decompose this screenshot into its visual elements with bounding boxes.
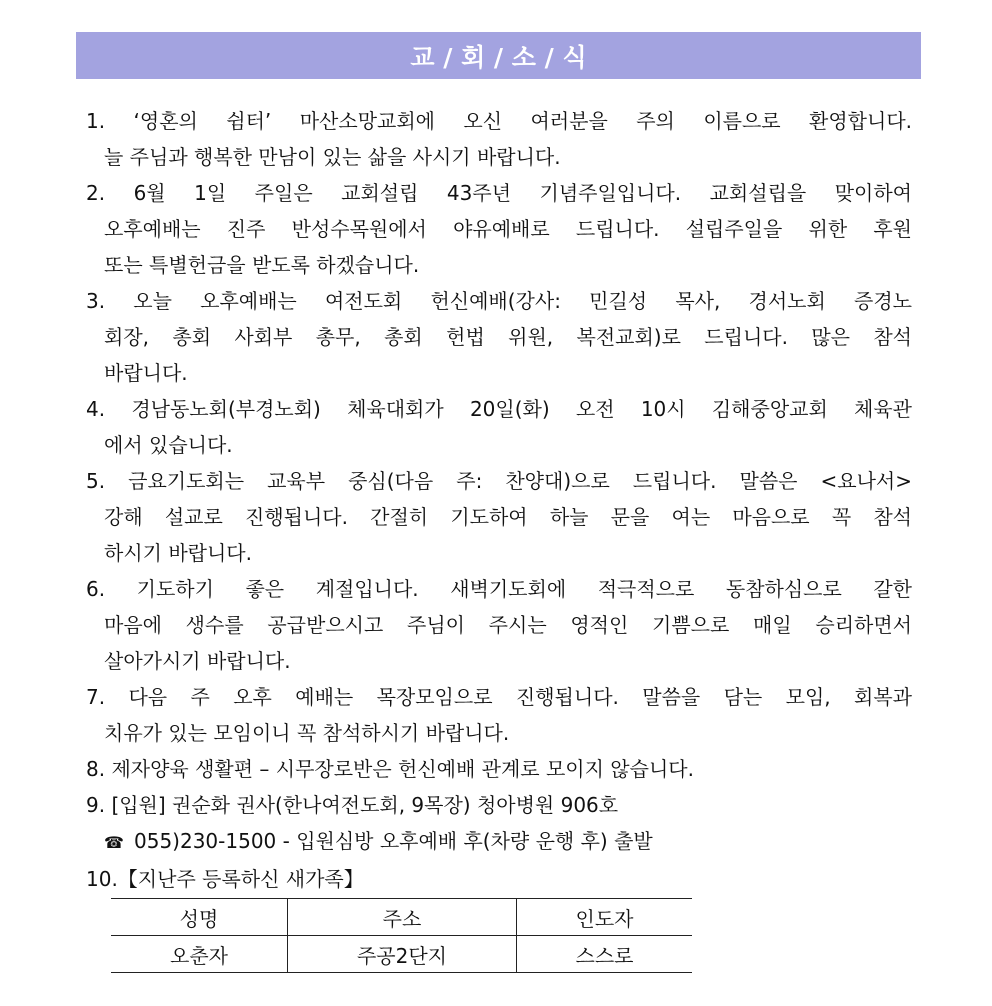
notice-line: 치유가 있는 모임이니 꼭 참석하시기 바랍니다.: [104, 721, 510, 745]
notice-line: 회장, 총회 사회부 총무, 총회 헌법 위원, 복전교회)로 드립니다. 많은 참석: [104, 325, 912, 349]
notice-line: 2. 6월 1일 주일은 교회설립 43주년 기념주일입니다. 교회설립을 맞이하여: [86, 181, 912, 205]
notice-item-5: [86, 463, 912, 571]
cell-guide: 스스로: [517, 936, 693, 973]
table-row: [111, 936, 692, 973]
notice-item-4: [86, 391, 912, 463]
notice-item-3: [86, 283, 912, 391]
notice-item-2: [86, 175, 912, 283]
notice-item-9: [86, 787, 912, 861]
new-family-table: [111, 898, 692, 973]
header-cell-guide: 인도자: [517, 899, 693, 936]
notice-line: 4. 경남동노회(부경노회) 체육대회가 20일(화) 오전 10시 김해중앙교회 체육관: [86, 397, 912, 421]
notice-item-10: [86, 861, 912, 897]
notice-item-1: [86, 103, 912, 175]
cell-name: 오춘자: [111, 936, 288, 973]
notice-line: 9. [입원] 권순화 권사(한나여전도회, 9목장) 청아병원 906호: [86, 793, 619, 817]
notice-item-8: [86, 751, 912, 787]
notice-line: [86, 823, 912, 861]
header-title: 교 / 회 / 소 / 식: [410, 42, 587, 72]
notice-line: 오후예배는 진주 반성수목원에서 야유예배로 드립니다. 설립주일을 위한 후원: [104, 217, 912, 241]
notice-line: 3. 오늘 오후예배는 여전도회 헌신예배(강사: 민길성 목사, 경서노회 증경노: [86, 289, 912, 313]
notice-list: [86, 103, 912, 897]
header-cell-name: 성명: [111, 899, 288, 936]
table-header-row: [111, 899, 692, 936]
section-header: [76, 32, 921, 79]
header-cell-address: 주소: [288, 899, 517, 936]
phone-contact-text: 055)230-1500 - 입원심방 오후예배 후(차량 운행 후) 출발: [134, 829, 653, 853]
new-family-title: 10.【지난주 등록하신 새가족】: [86, 867, 364, 891]
notice-line: 에서 있습니다.: [104, 433, 233, 457]
notice-line: 늘 주님과 행복한 만남이 있는 삶을 사시기 바랍니다.: [104, 145, 561, 169]
notice-item-6: [86, 571, 912, 679]
cell-address: 주공2단지: [288, 936, 517, 973]
notice-line: 7. 다음 주 오후 예배는 목장모임으로 진행됩니다. 말씀을 담는 모임, 회복과: [86, 685, 912, 709]
notice-line: 마음에 생수를 공급받으시고 주님이 주시는 영적인 기쁨으로 매일 승리하면서: [104, 613, 912, 637]
notice-line: 8. 제자양육 생활편 – 시무장로반은 헌신예배 관계로 모이지 않습니다.: [86, 757, 694, 781]
notice-line: 바랍니다.: [104, 361, 188, 385]
notice-line: 5. 금요기도회는 교육부 중심(다음 주: 찬양대)으로 드립니다. 말씀은 <요나서>: [86, 469, 912, 493]
notice-line: 또는 특별헌금을 받도록 하겠습니다.: [104, 253, 420, 277]
notice-item-7: [86, 679, 912, 751]
notice-line: 강해 설교로 진행됩니다. 간절히 기도하여 하늘 문을 여는 마음으로 꼭 참석: [104, 505, 912, 529]
notice-line: 6. 기도하기 좋은 계절입니다. 새벽기도회에 적극적으로 동참하심으로 갈한: [86, 577, 912, 601]
notice-line: 살아가시기 바랍니다.: [104, 649, 291, 673]
notice-line: 1. ‘영혼의 쉼터’ 마산소망교회에 오신 여러분을 주의 이름으로 환영합니다.: [86, 109, 912, 133]
notice-line: 하시기 바랍니다.: [104, 541, 252, 565]
phone-icon: ☎: [104, 833, 124, 852]
